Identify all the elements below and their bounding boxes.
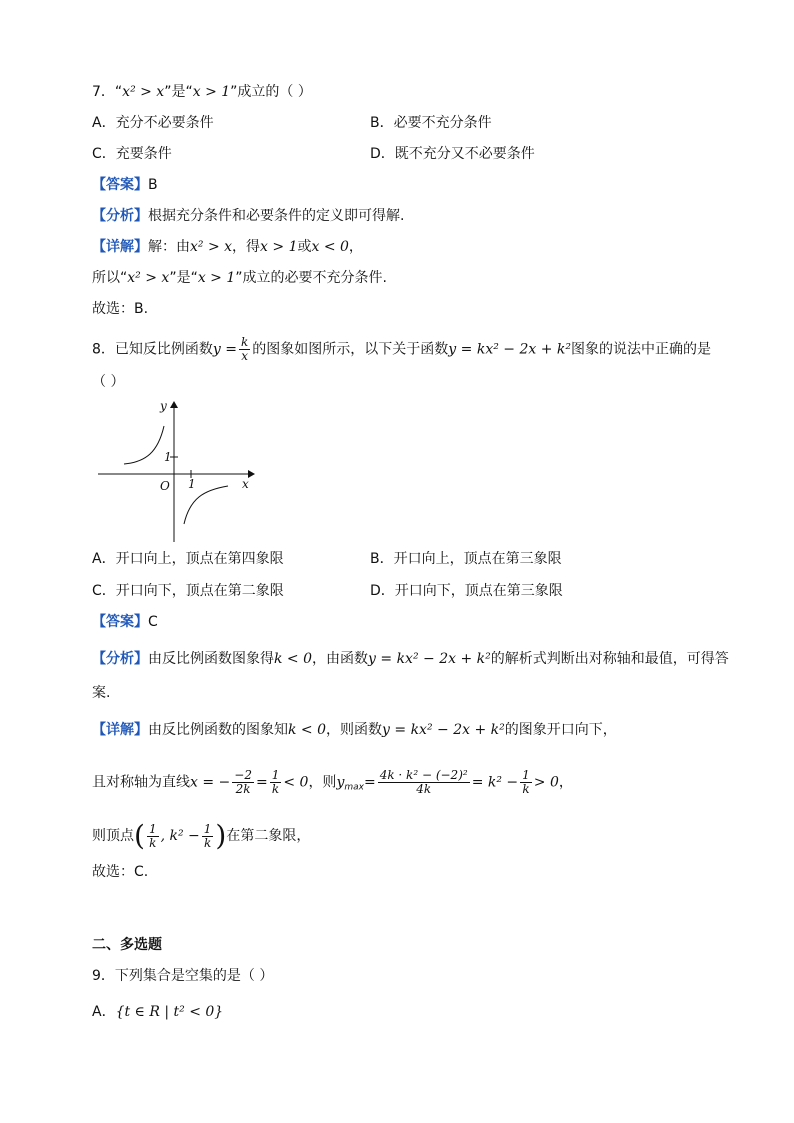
q8-ymax-eq2: = k² −: [471, 774, 519, 791]
q7-detail-text1: 解：由: [148, 239, 190, 255]
q8-axis-text2: ，则: [308, 774, 337, 791]
q8-ymax-eq: =: [363, 774, 376, 791]
q8-detail: [92, 720, 617, 740]
q8-ymax-y: y: [336, 774, 345, 791]
q7-stem-prefix: 7．“: [92, 84, 123, 100]
fraction-numerator: 1: [271, 768, 280, 782]
y-tick-label: 1: [164, 450, 172, 464]
q8-stem-text1: 8．已知反比例函数: [92, 341, 213, 358]
q7-detail: [92, 237, 363, 257]
q7-conclusion: [92, 268, 387, 288]
detail-tag: 【详解】: [92, 722, 148, 738]
q8-option-b: B．开口向上，顶点在第三象限: [370, 551, 562, 567]
q7-option-d: D．既不充分又不必要条件: [370, 146, 535, 162]
q8-answer-value: C: [148, 614, 158, 630]
x-tick-label: 1: [188, 477, 196, 491]
q8-axis-x: x = −: [190, 774, 231, 791]
left-paren: (: [134, 819, 145, 852]
q8-stem: [92, 336, 711, 363]
q8-detail-text3: 的图象开口向下，: [504, 722, 617, 738]
q9-option-a: [92, 1002, 223, 1022]
q8-vertex-fraction2: [202, 823, 214, 850]
q8-axis-line: [92, 769, 573, 798]
q8-axis-lt: < 0: [283, 774, 309, 791]
q8-axis-fraction2: [270, 769, 282, 796]
fraction-denominator: 2k: [235, 782, 251, 796]
right-paren: ): [215, 819, 227, 852]
q8-stem-fraction: [239, 336, 250, 363]
fraction-numerator: 1: [203, 821, 212, 836]
q7-analysis-text: 根据充分条件和必要条件的定义即可得解.: [148, 208, 405, 224]
answer-tag: 【答案】: [92, 614, 148, 630]
q8-ymax-fraction2: [520, 769, 532, 796]
q7-conclusion-text1: 所以“: [92, 270, 128, 286]
q7-detail-expr2: x > 1: [260, 239, 298, 255]
q8-axis-text1: 且对称轴为直线: [92, 774, 190, 791]
fraction-numerator: 1: [148, 821, 157, 836]
q7-stem-mid: ”是“: [164, 84, 193, 100]
q7-choose: 故选：B.: [92, 301, 149, 317]
q7-detail-expr1: x² > x: [190, 239, 233, 255]
q8-ymax-gt: > 0: [533, 774, 559, 791]
q8-analysis-expr2: y = kx² − 2x + k²: [368, 651, 491, 667]
fraction-numerator: 4k · k² − (−2)²: [379, 768, 468, 782]
q8-vertex-line: [92, 819, 311, 852]
fraction-numerator: −2: [234, 768, 252, 782]
detail-tag: 【详解】: [92, 239, 148, 255]
q7-stem-expr1: x² > x: [122, 84, 165, 100]
q7-detail-text4: ，: [348, 239, 363, 255]
section-heading: 二、多选题: [92, 937, 162, 953]
q8-detail-expr1: k < 0: [288, 722, 327, 738]
q8-stem-y: y =: [212, 341, 238, 358]
q8-stem-expr: y = kx² − 2x + k²: [448, 341, 571, 358]
q8-analysis-expr1: k < 0: [274, 651, 313, 667]
q7-stem-expr2: x > 1: [192, 84, 231, 100]
q7-conclusion-text3: ”成立的必要不充分条件.: [235, 270, 387, 286]
q7-option-b: B．必要不充分条件: [370, 115, 492, 131]
q8-ymax-sub: max: [344, 782, 364, 793]
q8-option-d: D．开口向下，顶点在第三象限: [370, 583, 563, 599]
q8-axis-fraction1: [232, 769, 254, 796]
q8-vertex-text1: 则顶点: [92, 828, 134, 844]
q9-option-a-expr: {t ∈ R | t² < 0}: [115, 1004, 224, 1020]
fraction-denominator: 4k: [416, 782, 432, 796]
fraction-denominator: k: [203, 835, 212, 850]
q7-detail-text3: 或: [297, 239, 312, 255]
q8-detail-expr2: y = kx² − 2x + k²: [382, 722, 505, 738]
q8-ymax-fraction: [378, 769, 470, 796]
q8-vertex-mid: , k² −: [160, 828, 200, 844]
q8-answer: [92, 612, 158, 632]
q8-vertex-fraction: [147, 823, 159, 850]
q8-option-a: A．开口向上，顶点在第四象限: [92, 551, 284, 567]
q8-option-c: C．开口向下，顶点在第二象限: [92, 583, 284, 599]
fraction-denominator: k: [149, 835, 157, 850]
y-axis-label: y: [160, 399, 167, 413]
q7-option-a: A．充分不必要条件: [92, 115, 214, 131]
q7-conclusion-expr1: x² > x: [127, 270, 170, 286]
q8-vertex-text2: 在第二象限，: [226, 828, 311, 844]
q7-answer: [92, 175, 158, 195]
q7-conclusion-text2: ”是“: [169, 270, 198, 286]
q9-option-a-label: A．: [92, 1004, 116, 1020]
q8-stem-text3: 图象的说法中正确的是: [571, 341, 711, 358]
q8-axis-eq: =: [255, 774, 268, 791]
q8-analysis-text1: 由反比例函数图象得: [148, 651, 274, 667]
q7-answer-value: B: [148, 177, 158, 193]
q7-analysis: [92, 206, 404, 226]
x-axis-label: x: [242, 477, 249, 491]
q7-conclusion-expr2: x > 1: [197, 270, 236, 286]
fraction-denominator: k: [522, 782, 530, 796]
q8-analysis-text3: 的解析式判断出对称轴和最值，可得答: [490, 651, 729, 667]
fraction-denominator: x: [241, 349, 249, 363]
q8-stem-text2: 的图象如图所示，以下关于函数: [252, 341, 449, 358]
q8-analysis-text2: ，由函数: [312, 651, 369, 667]
hyperbola-branch-left: [124, 426, 164, 464]
analysis-tag: 【分析】: [92, 208, 148, 224]
hyperbola-graph: [96, 398, 260, 544]
q8-stem-paren: （ ）: [92, 374, 125, 390]
fraction-denominator: k: [271, 782, 280, 796]
q9-stem: 9．下列集合是空集的是（ ）: [92, 968, 274, 984]
q8-choose: 故选：C.: [92, 864, 149, 880]
q7-stem: [92, 82, 312, 102]
q8-detail-text1: 由反比例函数的图象知: [148, 722, 288, 738]
q7-detail-expr3: x < 0: [311, 239, 349, 255]
q8-ymax-end: ，: [558, 774, 573, 791]
q7-detail-text2: ，得: [232, 239, 261, 255]
fraction-numerator: k: [241, 335, 249, 349]
q8-detail-text2: ，则函数: [326, 722, 383, 738]
q7-stem-suffix: ”成立的（ ）: [230, 84, 312, 100]
analysis-tag: 【分析】: [92, 651, 148, 667]
q8-analysis: [92, 649, 729, 669]
fraction-numerator: 1: [522, 768, 530, 782]
hyperbola-branch-right: [184, 486, 228, 524]
q8-analysis-cont: 案.: [92, 685, 111, 701]
origin-label: O: [160, 479, 170, 493]
q7-option-c: C．充要条件: [92, 146, 172, 162]
answer-tag: 【答案】: [92, 177, 148, 193]
